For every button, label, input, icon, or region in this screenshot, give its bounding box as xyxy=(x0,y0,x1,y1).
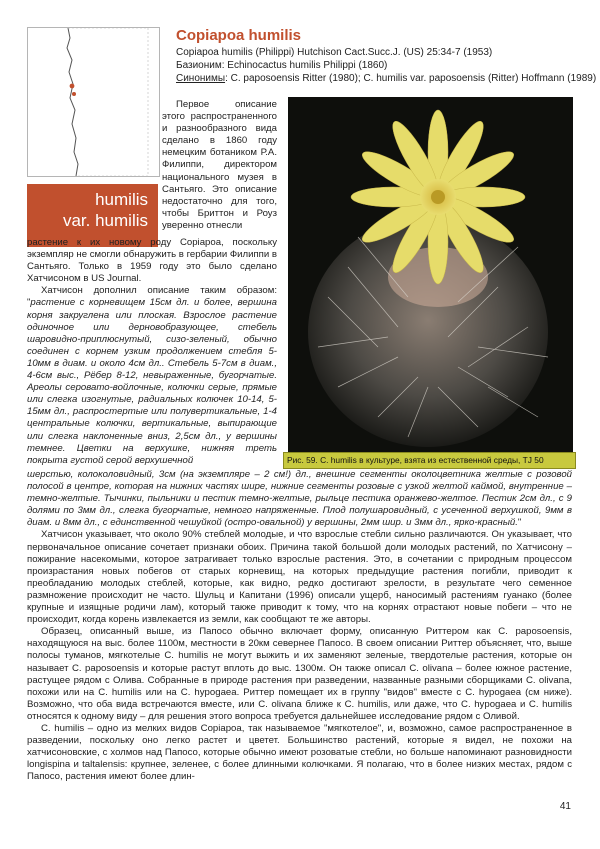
synonyms-text: : C. paposoensis Ritter (1980); C. humilis var. paposoensis (Ritter) Hoffmann (1989) xyxy=(225,73,597,84)
paragraph-1-continued: растение к их новому роду Copiapoa, поскольку экземпляр не смогли обнаружить в гербарии Филиппи в Сантьяго. Только в 1959 году это было сделано Хатчисоном в US Journal. xyxy=(27,237,277,285)
paragraph-2-quote-text: шерстью, колоколовидный, 3см (на экземпляре – 2 см!) дл., внешние сегменты околоцветника желтые с розовой полосой в центре, которая на нижних частях шире, нижние сегменты розовые с узкой желтой каймой, внутренние – темно-желтые. Тычинки, пыльники и пестик темно-желтые, рыльце пестика оранжево-желтое. Пестик 2см дл., с 9 долями по 3мм дл., слегка бугорчатые, немного напряженные. Плод полушаровидный, с усеченной верхушкой, 9мм в диам. и 8мм дл., с единственной чешуйкой (остро-овальной) у вершины, 2мм шир. и 3мм дл., ярко-красный. xyxy=(27,469,572,529)
taxon-label-line1: humilis xyxy=(95,190,148,209)
paragraph-2-quote-cont xyxy=(27,469,572,529)
full-width-text xyxy=(27,469,572,783)
map-outline-icon xyxy=(28,28,159,176)
paragraph-5: C. humilis – одно из мелких видов Copiapoa, так называемое "мягкотелое", и, возможно, самое распространенное в разведении, поскольку оно легко растет и цветет. Большинство растений, которые я видел, не похожи на хатчисоновские, с холмов над Папосо, которые обычно имеют розоватые стебли, но больше напоминают разновидности longispina и taltalensis: крупнее, зеленее, с более длинными колючками. Я полагаю, что в более низких местах, рядом с Папосо, растения имеют более длин- xyxy=(27,722,572,783)
left-column xyxy=(27,237,277,467)
synonyms xyxy=(176,73,596,84)
cactus-flower-image xyxy=(288,97,573,453)
basionym: Базионим: Echinocactus humilis Philippi (1860) xyxy=(176,60,388,71)
region-map xyxy=(27,27,160,177)
citation: Copiapoa humilis (Philippi) Hutchison Cact.Succ.J. (US) 25:34-7 (1953) xyxy=(176,47,493,58)
intro-paragraph xyxy=(162,99,277,232)
paragraph-2-intro: Хатчисон дополнил описание таким образом: " xyxy=(27,285,277,309)
cactus-photo xyxy=(288,97,573,453)
taxon-label-line2: var. humilis xyxy=(62,211,148,230)
paragraph-2-quote: растение с корневищем 15см дл. и более, вершина корня закруглена или плоская. Взрослое растение одиночное или дерновобразующее, стебель шаровидно-приплюснутый, сизо-зеленый, обычно соединен с корнем узким продолжением стебля 5-10мм в диам. и около 4см дл.. Стебель 5-7см в диам., 4-6см выс., Рёбер 8-12, невыраженные, бугорчатые. Ареолы серовато-войлочные, колючки серые, прямые или слегка изогнутые, радиальных колючек 10-14, 5-15мм дл., распростертые или полувертикальные, 1-4 центральные колючки, вертикальные, выпирающие или слегка наклоненные вниз, 2,5см дл., у вершины темнее. Цветки на верхушке, нижняя треть покрыта густой серой верхушечной xyxy=(27,297,277,466)
paragraph-4: Образец, описанный выше, из Папосо обычно включает форму, описанную Риттером как C. paposoensis, находящуюся на выс. более 1100м, местности в 20км севернее Папосо. В своем описании Риттер объясняет, что, выше полосы туманов, мягкотелые C. humilis не могут выжить и их заменяют зеленые, твердотелые растения, которые он называет C. paposoensis и которые растут вплоть до выс. 1300м. Он также описал C. olivana – более южное растение, растущее рядом с Олива. Собранные в природе растения при разведении, названные разными сборщиками C. olivana, похожи или на C. humilis или на C. hypogaea. Риттер помещает их в группу "видов" вместе с C. hypogaea (см ниже). Возможно, что оба вида встречаются вместе, или C. olivana ближе к C. humilis, или даже, что C. hypogaea и C. humilis относятся к одному виду – для решения этого вопроса требуется дальнейшее исследование рядом с Оливой. xyxy=(27,626,572,722)
photo-caption: Рис. 59. C. humilis в культуре, взята из естественной среды, TJ 50 xyxy=(283,452,576,469)
paragraph-2-close: " xyxy=(517,517,522,529)
paragraph-3: Хатчисон указывает, что около 90% стеблей молодые, и что взрослые стебли сильно различаются. Он указывает, что первоначальное описание сочетает признаки обоих. Причина такой большой доли молодых растений, по Хатчисону – пожирание насекомыми, которое затрагивает только взрослые растения. Это, в сочетании с природным процессом произрастания новых побегов от старых корневищ, на которых предыдущие растения погибли, приводит к преобладанию молодых стеблей, которые, как видно, редко достигают зрелости, в результате чего семенное размножение происходит не часто. Шульц и Капитани (1996) описали ущерб, наносимый растениям гуанако (более крупные и изящные родичи лам), который также приводит к тому, что на корнях отрастают новые побеги – что не происходит, когда корень извлекается из земли, как сообщают те же авторы. xyxy=(27,529,572,626)
paragraph-2 xyxy=(27,285,277,466)
page-title: Copiapoa humilis xyxy=(176,27,302,44)
page-number: 41 xyxy=(559,801,571,812)
paragraph-1-start: Первое описание этого распространенного и разнообразного вида сделано в 1860 году немецким ботаником Р.А. Филиппи, директором национального музея в Сантьяго. Это описание недостаточно для того, чтобы Бриттон и Роуз уверенно отнесли xyxy=(162,99,277,231)
synonyms-label: Синонимы xyxy=(176,73,226,84)
location-marker-icon xyxy=(70,84,75,89)
location-marker-icon xyxy=(72,92,76,96)
